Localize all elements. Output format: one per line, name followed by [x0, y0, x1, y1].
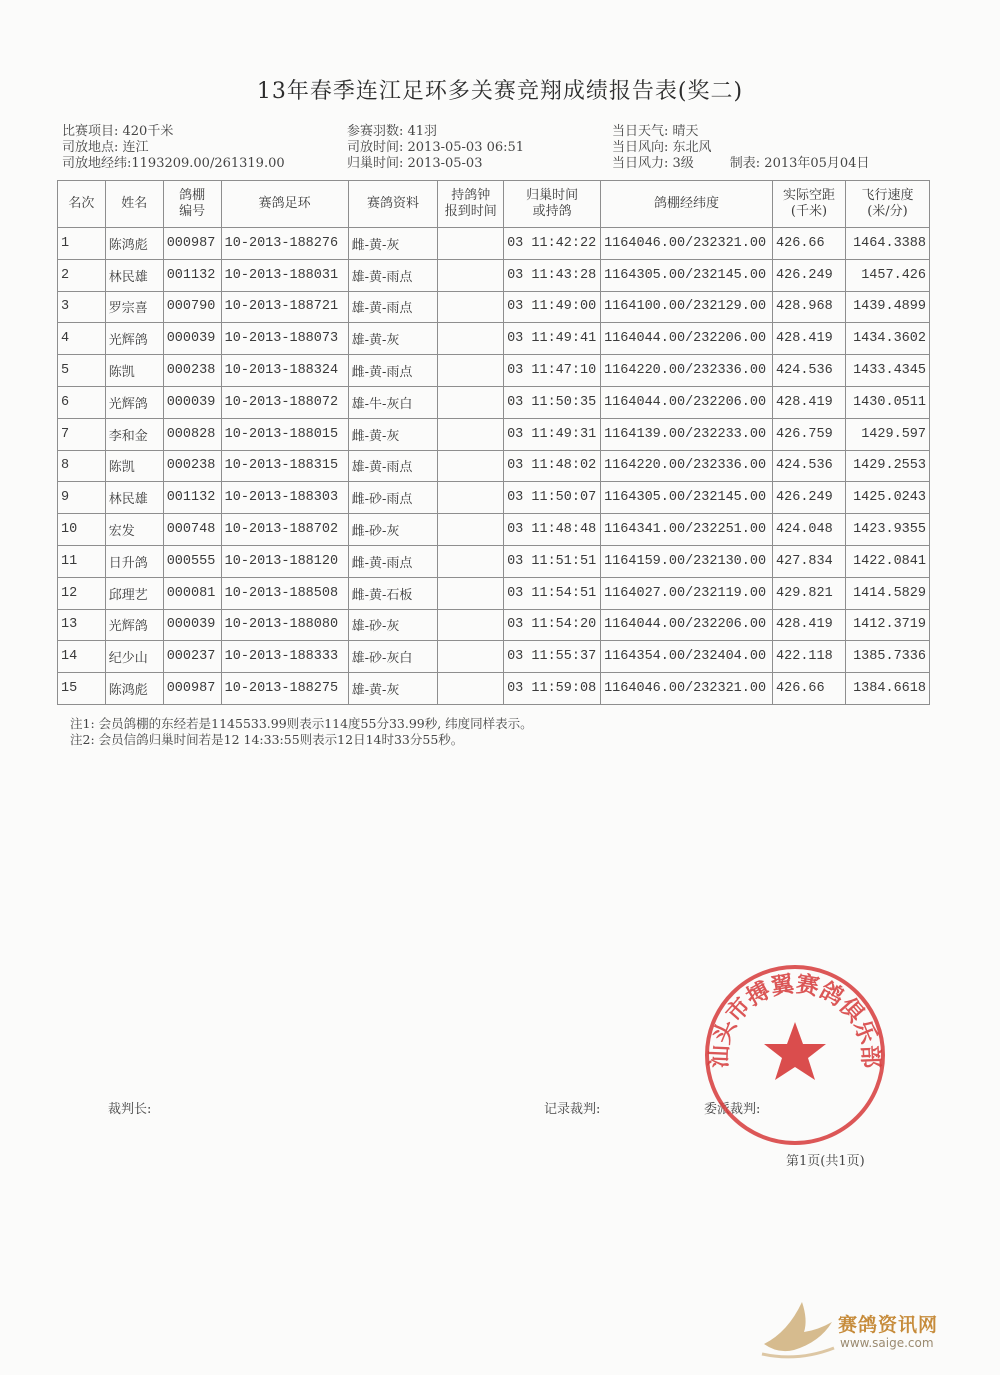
cell-name: 光辉鸽 — [105, 609, 163, 641]
cell-arrival-time: 03 11:49:41 — [504, 323, 601, 355]
record-referee-label: 记录裁判: — [544, 1102, 601, 1117]
cell-arrival-time: 03 11:55:37 — [504, 641, 601, 673]
cell-ring-number: 10-2013-188015 — [221, 418, 348, 450]
cell-speed: 1423.9355 — [845, 514, 929, 546]
cell-loft-id: 000237 — [163, 641, 221, 673]
cell-loft-id: 000555 — [163, 545, 221, 577]
cell-bird-info: 雄-砂-灰白 — [348, 641, 438, 673]
cell-loft-id: 000790 — [163, 291, 221, 323]
header-bird-info: 赛鸽资料 — [348, 181, 438, 228]
cell-clock-time — [438, 482, 504, 514]
cell-rank: 6 — [58, 386, 106, 418]
cell-clock-time — [438, 450, 504, 482]
cell-speed: 1464.3388 — [845, 228, 929, 260]
table-row — [58, 545, 930, 577]
cell-loft-id: 001132 — [163, 482, 221, 514]
cell-ring-number: 10-2013-188275 — [221, 673, 348, 705]
table-row — [58, 291, 930, 323]
cell-speed: 1412.3719 — [845, 609, 929, 641]
cell-bird-info: 雄-黄-雨点 — [348, 259, 438, 291]
cell-loft-coordinates: 1164139.00/232233.00 — [601, 418, 773, 450]
cell-name: 光辉鸽 — [105, 323, 163, 355]
cell-loft-id: 000987 — [163, 228, 221, 260]
cell-ring-number: 10-2013-188276 — [221, 228, 348, 260]
notes — [70, 716, 533, 748]
cell-ring-number: 10-2013-188303 — [221, 482, 348, 514]
cell-loft-coordinates: 1164305.00/232145.00 — [601, 259, 773, 291]
cell-clock-time — [438, 673, 504, 705]
watermark-site-name: 赛鸽资讯网 — [838, 1314, 939, 1336]
cell-name: 日升鸽 — [105, 545, 163, 577]
svg-text:汕头市搏翼赛鸽俱乐部: 汕头市搏翼赛鸽俱乐部 — [705, 970, 885, 1069]
cell-ring-number: 10-2013-188333 — [221, 641, 348, 673]
cell-name: 邱理艺 — [105, 577, 163, 609]
cell-ring-number: 10-2013-188721 — [221, 291, 348, 323]
cell-clock-time — [438, 545, 504, 577]
cell-speed: 1425.0243 — [845, 482, 929, 514]
cell-arrival-time: 03 11:59:08 — [504, 673, 601, 705]
cell-loft-coordinates: 1164354.00/232404.00 — [601, 641, 773, 673]
cell-loft-coordinates: 1164027.00/232119.00 — [601, 577, 773, 609]
cell-name: 林民雄 — [105, 259, 163, 291]
race-info-middle — [347, 124, 524, 172]
table-row — [58, 418, 930, 450]
cell-bird-info: 雌-黄-灰 — [348, 228, 438, 260]
cell-name: 陈凯 — [105, 450, 163, 482]
table-row — [58, 228, 930, 260]
wind-force: 当日风力: 3级 — [612, 156, 694, 171]
cell-speed: 1414.5829 — [845, 577, 929, 609]
cell-ring-number: 10-2013-188072 — [221, 386, 348, 418]
table-row — [58, 609, 930, 641]
cell-ring-number: 10-2013-188324 — [221, 355, 348, 387]
cell-loft-id: 001132 — [163, 259, 221, 291]
cell-clock-time — [438, 355, 504, 387]
cell-loft-coordinates: 1164046.00/232321.00 — [601, 673, 773, 705]
table-row — [58, 259, 930, 291]
watermark-url: www.saige.com — [840, 1336, 934, 1350]
referee-chief-label: 裁判长: — [108, 1102, 152, 1117]
wind-direction: 当日风向: 东北风 — [612, 140, 712, 155]
cell-rank: 11 — [58, 545, 106, 577]
cell-name: 李和金 — [105, 418, 163, 450]
cell-loft-id: 000039 — [163, 323, 221, 355]
cell-distance: 428.419 — [773, 386, 846, 418]
header-ring-number: 赛鸽足环 — [221, 181, 348, 228]
cell-speed: 1385.7336 — [845, 641, 929, 673]
table-row — [58, 641, 930, 673]
table-row — [58, 323, 930, 355]
cell-distance: 424.536 — [773, 355, 846, 387]
table-header-row — [58, 181, 930, 228]
cell-speed: 1429.597 — [845, 418, 929, 450]
release-location: 司放地点: 连江 — [62, 140, 149, 155]
cell-distance: 426.249 — [773, 259, 846, 291]
cell-arrival-time: 03 11:50:35 — [504, 386, 601, 418]
cell-bird-info: 雄-黄-雨点 — [348, 450, 438, 482]
cell-distance: 428.419 — [773, 323, 846, 355]
header-clock-time: 持鸽钟 报到时间 — [438, 181, 504, 228]
cell-distance: 422.118 — [773, 641, 846, 673]
cell-bird-info: 雌-黄-雨点 — [348, 545, 438, 577]
table-row — [58, 450, 930, 482]
cell-clock-time — [438, 418, 504, 450]
cell-clock-time — [438, 386, 504, 418]
cell-loft-id: 000081 — [163, 577, 221, 609]
cell-distance: 429.821 — [773, 577, 846, 609]
header-name: 姓名 — [105, 181, 163, 228]
cell-rank: 9 — [58, 482, 106, 514]
cell-arrival-time: 03 11:48:48 — [504, 514, 601, 546]
cell-clock-time — [438, 259, 504, 291]
cell-ring-number: 10-2013-188080 — [221, 609, 348, 641]
cell-loft-coordinates: 1164100.00/232129.00 — [601, 291, 773, 323]
results-table — [57, 180, 930, 705]
race-info-left — [62, 124, 285, 172]
cell-ring-number: 10-2013-188702 — [221, 514, 348, 546]
header-rank: 名次 — [58, 181, 106, 228]
note-1: 注1: 会员鸽棚的东经若是1145533.99则表示114度55分33.99秒, 纬度同样表示。 — [70, 716, 533, 731]
table-row — [58, 386, 930, 418]
cell-loft-coordinates: 1164341.00/232251.00 — [601, 514, 773, 546]
cell-clock-time — [438, 228, 504, 260]
cell-name: 陈鸿彪 — [105, 673, 163, 705]
cell-distance: 426.66 — [773, 673, 846, 705]
cell-rank: 10 — [58, 514, 106, 546]
cell-bird-info: 雌-砂-雨点 — [348, 482, 438, 514]
cell-distance: 426.759 — [773, 418, 846, 450]
cell-speed: 1439.4899 — [845, 291, 929, 323]
cell-loft-id: 000039 — [163, 386, 221, 418]
cell-bird-info: 雌-黄-雨点 — [348, 355, 438, 387]
cell-arrival-time: 03 11:51:51 — [504, 545, 601, 577]
table-body — [58, 228, 930, 705]
report-date: 制表: 2013年05月04日 — [729, 156, 870, 171]
table-row — [58, 482, 930, 514]
cell-distance: 424.536 — [773, 450, 846, 482]
club-seal-stamp — [700, 960, 890, 1150]
cell-speed: 1384.6618 — [845, 673, 929, 705]
cell-ring-number: 10-2013-188073 — [221, 323, 348, 355]
cell-name: 光辉鸽 — [105, 386, 163, 418]
cell-arrival-time: 03 11:48:02 — [504, 450, 601, 482]
cell-bird-info: 雄-砂-灰 — [348, 609, 438, 641]
table-row — [58, 514, 930, 546]
cell-rank: 13 — [58, 609, 106, 641]
cell-bird-info: 雄-黄-灰 — [348, 673, 438, 705]
cell-arrival-time: 03 11:54:20 — [504, 609, 601, 641]
cell-clock-time — [438, 609, 504, 641]
cell-arrival-time: 03 11:47:10 — [504, 355, 601, 387]
cell-clock-time — [438, 291, 504, 323]
cell-name: 罗宗喜 — [105, 291, 163, 323]
cell-name: 林民雄 — [105, 482, 163, 514]
cell-ring-number: 10-2013-188120 — [221, 545, 348, 577]
cell-clock-time — [438, 577, 504, 609]
header-speed: 飞行速度 (米/分) — [845, 181, 929, 228]
entry-count: 参赛羽数: 41羽 — [347, 124, 438, 139]
header-loft-id: 鸽棚 编号 — [163, 181, 221, 228]
cell-rank: 7 — [58, 418, 106, 450]
site-watermark — [758, 1292, 968, 1364]
cell-distance: 428.419 — [773, 609, 846, 641]
cell-arrival-time: 03 11:54:51 — [504, 577, 601, 609]
cell-speed: 1422.0841 — [845, 545, 929, 577]
cell-clock-time — [438, 641, 504, 673]
cell-rank: 2 — [58, 259, 106, 291]
cell-loft-id: 000039 — [163, 609, 221, 641]
cell-bird-info: 雌-黄-灰 — [348, 418, 438, 450]
cell-name: 陈鸿彪 — [105, 228, 163, 260]
weather: 当日天气: 晴天 — [612, 124, 699, 139]
cell-rank: 8 — [58, 450, 106, 482]
cell-rank: 3 — [58, 291, 106, 323]
cell-distance: 427.834 — [773, 545, 846, 577]
cell-loft-coordinates: 1164044.00/232206.00 — [601, 609, 773, 641]
cell-speed: 1429.2553 — [845, 450, 929, 482]
pigeon-logo-icon — [758, 1292, 838, 1364]
appointed-referee-label: 委派裁判: — [704, 1102, 761, 1117]
header-distance: 实际空距 (千米) — [773, 181, 846, 228]
cell-ring-number: 10-2013-188031 — [221, 259, 348, 291]
cell-loft-id: 000238 — [163, 450, 221, 482]
cell-clock-time — [438, 323, 504, 355]
header-loft-coordinates: 鸽棚经纬度 — [601, 181, 773, 228]
report-title: 13年春季连江足环多关赛竞翔成绩报告表(奖二) — [256, 79, 744, 104]
table-row — [58, 673, 930, 705]
page-number: 第1页(共1页) — [786, 1154, 865, 1169]
cell-speed: 1457.426 — [845, 259, 929, 291]
cell-speed: 1434.3602 — [845, 323, 929, 355]
cell-rank: 5 — [58, 355, 106, 387]
cell-loft-id: 000238 — [163, 355, 221, 387]
cell-loft-id: 000828 — [163, 418, 221, 450]
table-row — [58, 577, 930, 609]
race-distance: 比赛项目: 420千米 — [62, 124, 174, 139]
cell-bird-info: 雄-黄-雨点 — [348, 291, 438, 323]
cell-loft-coordinates: 1164159.00/232130.00 — [601, 545, 773, 577]
cell-rank: 15 — [58, 673, 106, 705]
cell-distance: 426.249 — [773, 482, 846, 514]
cell-loft-coordinates: 1164046.00/232321.00 — [601, 228, 773, 260]
cell-ring-number: 10-2013-188508 — [221, 577, 348, 609]
release-coordinates: 司放地经纬:1193209.00/261319.00 — [62, 156, 285, 171]
cell-distance: 428.968 — [773, 291, 846, 323]
cell-loft-coordinates: 1164044.00/232206.00 — [601, 386, 773, 418]
cell-loft-id: 000748 — [163, 514, 221, 546]
cell-arrival-time: 03 11:49:31 — [504, 418, 601, 450]
cell-bird-info: 雄-牛-灰白 — [348, 386, 438, 418]
cell-clock-time — [438, 514, 504, 546]
cell-name: 宏发 — [105, 514, 163, 546]
note-2: 注2: 会员信鸽归巢时间若是12 14:33:55则表示12日14时33分55秒。 — [70, 732, 464, 747]
cell-speed: 1433.4345 — [845, 355, 929, 387]
header-arrival-time: 归巢时间 或持鸽 — [504, 181, 601, 228]
return-time: 归巢时间: 2013-05-03 — [347, 156, 483, 171]
race-info-right — [612, 124, 869, 172]
cell-ring-number: 10-2013-188315 — [221, 450, 348, 482]
release-time: 司放时间: 2013-05-03 06:51 — [347, 140, 525, 155]
cell-bird-info: 雌-砂-灰 — [348, 514, 438, 546]
table-row — [58, 355, 930, 387]
cell-rank: 12 — [58, 577, 106, 609]
cell-arrival-time: 03 11:49:00 — [504, 291, 601, 323]
cell-loft-coordinates: 1164044.00/232206.00 — [601, 323, 773, 355]
cell-loft-coordinates: 1164305.00/232145.00 — [601, 482, 773, 514]
cell-arrival-time: 03 11:43:28 — [504, 259, 601, 291]
star-icon — [764, 1022, 826, 1080]
cell-distance: 424.048 — [773, 514, 846, 546]
cell-name: 陈凯 — [105, 355, 163, 387]
cell-name: 纪少山 — [105, 641, 163, 673]
cell-arrival-time: 03 11:50:07 — [504, 482, 601, 514]
cell-speed: 1430.0511 — [845, 386, 929, 418]
cell-bird-info: 雄-黄-灰 — [348, 323, 438, 355]
cell-rank: 14 — [58, 641, 106, 673]
cell-loft-id: 000987 — [163, 673, 221, 705]
cell-distance: 426.66 — [773, 228, 846, 260]
cell-rank: 1 — [58, 228, 106, 260]
cell-loft-coordinates: 1164220.00/232336.00 — [601, 450, 773, 482]
cell-arrival-time: 03 11:42:22 — [504, 228, 601, 260]
cell-loft-coordinates: 1164220.00/232336.00 — [601, 355, 773, 387]
cell-rank: 4 — [58, 323, 106, 355]
cell-bird-info: 雌-黄-石板 — [348, 577, 438, 609]
